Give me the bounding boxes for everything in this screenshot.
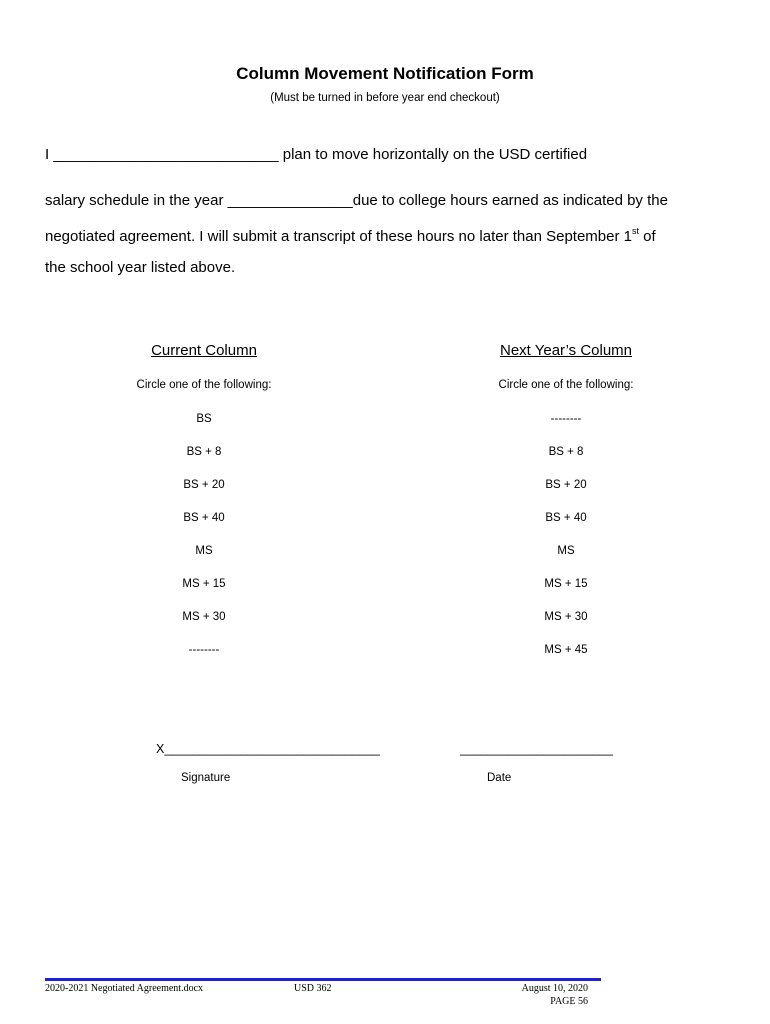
statement-line-4: the school year listed above. bbox=[45, 259, 236, 276]
current-option[interactable]: BS + 20 bbox=[183, 479, 225, 491]
date-label: Date bbox=[487, 772, 512, 784]
statement-line-3-text: negotiated agreement. I will submit a transcript of these hours no later than September 1 bbox=[45, 228, 632, 245]
signature-label: Signature bbox=[181, 772, 231, 784]
next-column-heading: Next Year’s Column bbox=[499, 342, 633, 359]
ordinal-suffix: st bbox=[632, 226, 640, 236]
current-option[interactable]: BS + 8 bbox=[186, 446, 222, 458]
form-subtitle: (Must be turned in before year end checkout) bbox=[270, 92, 500, 104]
next-option[interactable]: -------- bbox=[550, 413, 582, 425]
footer-document-name: 2020-2021 Negotiated Agreement.docx bbox=[45, 983, 204, 994]
footer-district: USD 362 bbox=[294, 983, 332, 994]
next-option[interactable]: MS + 45 bbox=[544, 644, 588, 656]
current-option[interactable]: MS bbox=[195, 545, 213, 557]
footer-rule bbox=[45, 978, 601, 981]
next-option[interactable]: MS bbox=[557, 545, 575, 557]
statement-line-2: salary schedule in the year _______________due to college hours earned as indicated by the bbox=[45, 192, 668, 209]
statement-line-1: I ___________________________ plan to move horizontally on the USD certified bbox=[45, 146, 588, 163]
statement-line-3 bbox=[45, 226, 656, 245]
current-option[interactable]: BS bbox=[196, 413, 212, 425]
next-option[interactable]: BS + 40 bbox=[545, 512, 587, 524]
next-option[interactable]: MS + 15 bbox=[544, 578, 588, 590]
signature-field[interactable]: X_______________________________ bbox=[156, 742, 380, 756]
date-field[interactable]: ______________________ bbox=[460, 742, 613, 756]
current-option[interactable]: MS + 15 bbox=[182, 578, 226, 590]
next-option[interactable]: BS + 20 bbox=[545, 479, 587, 491]
form-title: Column Movement Notification Form bbox=[236, 64, 534, 83]
current-option[interactable]: BS + 40 bbox=[183, 512, 225, 524]
current-column-instruction: Circle one of the following: bbox=[136, 379, 272, 391]
footer-date: August 10, 2020 bbox=[521, 983, 588, 994]
next-option[interactable]: MS + 30 bbox=[544, 611, 588, 623]
current-option[interactable]: -------- bbox=[188, 644, 220, 656]
footer-page-number: PAGE 56 bbox=[550, 996, 588, 1007]
next-column-instruction: Circle one of the following: bbox=[498, 379, 634, 391]
next-option[interactable]: BS + 8 bbox=[548, 446, 584, 458]
statement-line-3-end: of bbox=[639, 228, 656, 245]
current-option[interactable]: MS + 30 bbox=[182, 611, 226, 623]
current-column-heading: Current Column bbox=[151, 342, 257, 359]
